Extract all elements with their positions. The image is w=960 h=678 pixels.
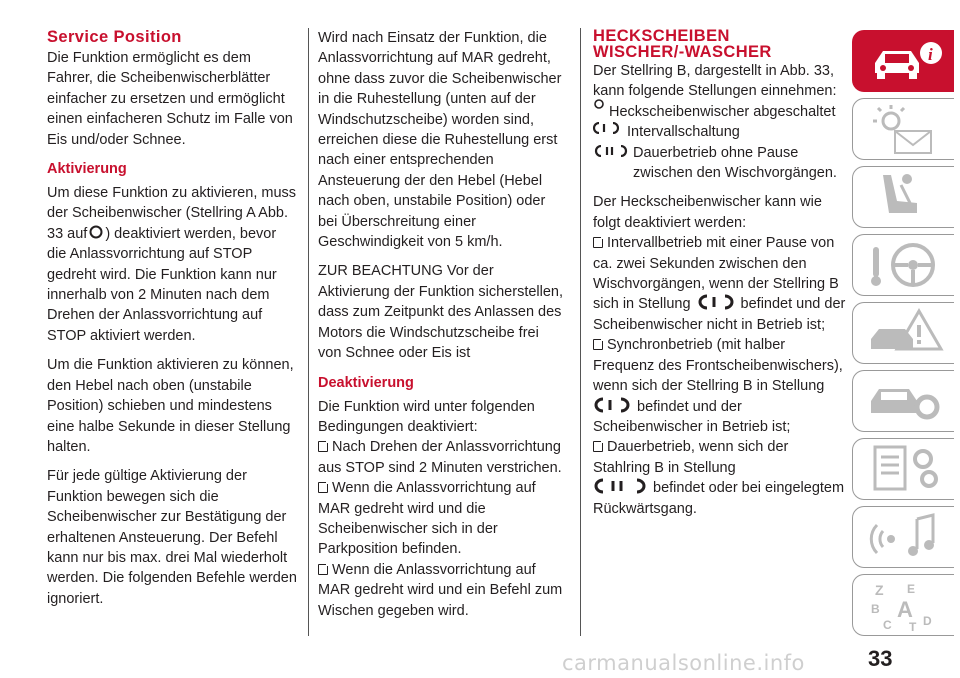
bullet-icon — [593, 339, 603, 350]
list-item — [593, 437, 847, 519]
setting-continuous — [593, 143, 847, 184]
svg-text:i: i — [928, 45, 933, 64]
column-divider — [580, 28, 581, 636]
paragraph — [47, 183, 299, 346]
list-item — [318, 560, 565, 621]
subheading-activation: Aktivierung — [47, 161, 127, 178]
column-1 — [47, 28, 299, 618]
tab-starting-driving[interactable] — [852, 234, 954, 296]
interval-wiper-symbol-icon — [697, 294, 735, 310]
paragraph: Um die Funktion aktivieren zu können, den Hebel nach oben (unstabile Position) schieben und mindestens eine halbe Sekunde in dieser Stellung halten. — [47, 357, 294, 455]
tab-warning-lights[interactable] — [852, 98, 954, 160]
svg-text:C: C — [883, 618, 892, 632]
paragraph: Der Heckscheibenwischer kann wie folgt deaktiviert werden: — [593, 194, 822, 231]
paragraph: Die Funktion ermöglicht es dem Fahrer, die Scheibenwischerblätter einfacher zu ersetzen und ermöglicht einen einfacheren Schutz im Falle von Eis und/oder Schnee. — [47, 50, 293, 148]
tab-technical-data[interactable] — [852, 438, 954, 500]
tab-car-info[interactable] — [852, 30, 954, 92]
list-item — [318, 478, 565, 560]
list-item-text: Wenn die Anlassvorrichtung auf MAR gedreht wird und ein Befehl zum Wischen gegeben wird. — [318, 561, 563, 619]
column-divider — [308, 28, 309, 636]
list-item-text: Synchronbetrieb (mit halber Frequenz des Frontscheibenwischers), wenn sich der Stellring B in Stellung — [593, 337, 843, 395]
note-paragraph: ZUR BEACHTUNG Vor der Aktivierung der Funktion sicherstellen, dass zum Zeitpunkt des Anlassen des Motors die Windschutzscheibe frei von Schnee oder Eis ist — [318, 263, 564, 362]
starting-driving-icon — [861, 237, 951, 293]
section-title-service-position: Service Position — [47, 28, 182, 46]
paragraph: Wird nach Einsatz der Funktion, die Anlassvorrichtung auf MAR gedreht, ohne dass zuvor die Scheibenwischer in die Ruhestellung (unten auf der Windschutzscheibe) worden sind, erreichen diese die Ruhestellung erst nach einer entsprechenden Ansteuerung der den Hebel (Hebel nach oben, unstabile Position) oder bei Überschreitung einer Geschwindigkeit von 5 km/h. — [318, 30, 562, 251]
bullet-icon — [318, 482, 328, 493]
svg-text:B: B — [871, 602, 880, 616]
svg-text:E: E — [907, 582, 916, 596]
index-icon — [861, 577, 951, 633]
list-item-text: Wenn die Anlassvorrichtung auf MAR gedreht wird und die Scheibenwischer sich in der Parkposition befinden. — [318, 480, 536, 558]
watermark: carmanualsonline.info — [562, 651, 805, 675]
bullet-icon — [318, 564, 328, 575]
bullet-icon — [593, 441, 603, 452]
svg-text:T: T — [909, 620, 917, 633]
list-item-text: befindet und der Scheibenwischer nicht in Betrieb ist; — [593, 296, 846, 333]
interval-wiper-symbol-icon — [593, 122, 619, 134]
paragraph: Die Funktion wird unter folgenden Bedingungen deaktiviert: — [318, 398, 535, 435]
emergency-icon — [861, 305, 951, 361]
paragraph: Für jede gültige Aktivierung der Funktion bewegen sich die Scheibenwischer zur Bestätigung der erhaltenen Ansteuerung. Der Befehl kann nur bis max. drei Mal wiederholt werden. Die folgenden Befehle werden ignoriert. — [47, 468, 297, 607]
page-number: 33 — [868, 646, 893, 671]
multimedia-icon — [861, 509, 951, 565]
interval-wiper-symbol-icon — [593, 397, 631, 413]
bullet-icon — [318, 441, 328, 452]
list-item-text: Dauerbetrieb, wenn sich der Stahlring B in Stellung — [593, 439, 789, 476]
list-item-text: befindet und der Scheibenwischer in Betrieb ist; — [593, 398, 791, 435]
paragraph: Der Stellring B, dargestellt in Abb. 33, kann folgende Stellungen einnehmen: — [593, 63, 837, 100]
car-info-icon — [861, 33, 951, 89]
svg-text:A: A — [897, 597, 913, 622]
setting-off — [593, 102, 847, 122]
title-line: WISCHER/-WASCHER — [593, 43, 772, 61]
text-span: Um diese Funktion zu aktivieren, muss der Scheibenwischer (Stellring A Abb. 33 auf — [47, 185, 297, 242]
column-3 — [593, 28, 847, 519]
svg-text:Z: Z — [875, 582, 884, 598]
list-item-text: befindet oder bei eingelegtem Rückwärtsgang. — [593, 480, 845, 517]
column-2 — [318, 28, 565, 621]
list-item — [593, 233, 847, 335]
setting-label: Heckscheibenwischer abgeschaltet — [609, 103, 836, 120]
bullet-icon — [593, 237, 603, 248]
tab-safety[interactable] — [852, 166, 954, 228]
section-title-rear-wiper — [593, 28, 847, 60]
seat-safety-icon — [861, 169, 951, 225]
list-item — [318, 437, 565, 478]
tab-index[interactable] — [852, 574, 954, 636]
title-line: HECKSCHEIBEN — [593, 27, 730, 45]
text-span: ) deaktiviert werden, bevor die Anlassvorrichtung auf STOP gedreht wird. Die Funktion kann nur innerhalb von 2 Minuten nach dem Drehen der Anlassvorrichtung auf STOP aktiviert werden. — [47, 225, 277, 344]
setting-interval — [593, 122, 847, 142]
list-item-text: Intervallbetrieb mit einer Pause von ca. zwei Sekunden zwischen den Wischvorgängen, wenn der Stellring B sich in Stellung — [593, 235, 839, 313]
subheading-deactivation: Deaktivierung — [318, 374, 414, 391]
svg-text:D: D — [923, 614, 932, 628]
tab-emergency[interactable] — [852, 302, 954, 364]
maintenance-icon — [861, 373, 951, 429]
continuous-wiper-symbol-icon — [593, 478, 647, 494]
wiper-off-symbol-icon — [87, 224, 105, 240]
wiper-off-symbol-icon — [593, 98, 605, 110]
tab-multimedia[interactable] — [852, 506, 954, 568]
list-item-text: Nach Drehen der Anlassvorrichtung aus STOP sind 2 Minuten verstrichen. — [318, 439, 562, 476]
list-item — [593, 335, 847, 437]
technical-data-icon — [861, 441, 951, 497]
setting-label: Dauerbetrieb ohne Pause zwischen den Wischvorgängen. — [633, 144, 837, 182]
continuous-wiper-symbol-icon — [593, 145, 629, 157]
tab-maintenance[interactable] — [852, 370, 954, 432]
setting-label: Intervallschaltung — [627, 124, 740, 141]
warning-lights-icon — [861, 101, 951, 157]
